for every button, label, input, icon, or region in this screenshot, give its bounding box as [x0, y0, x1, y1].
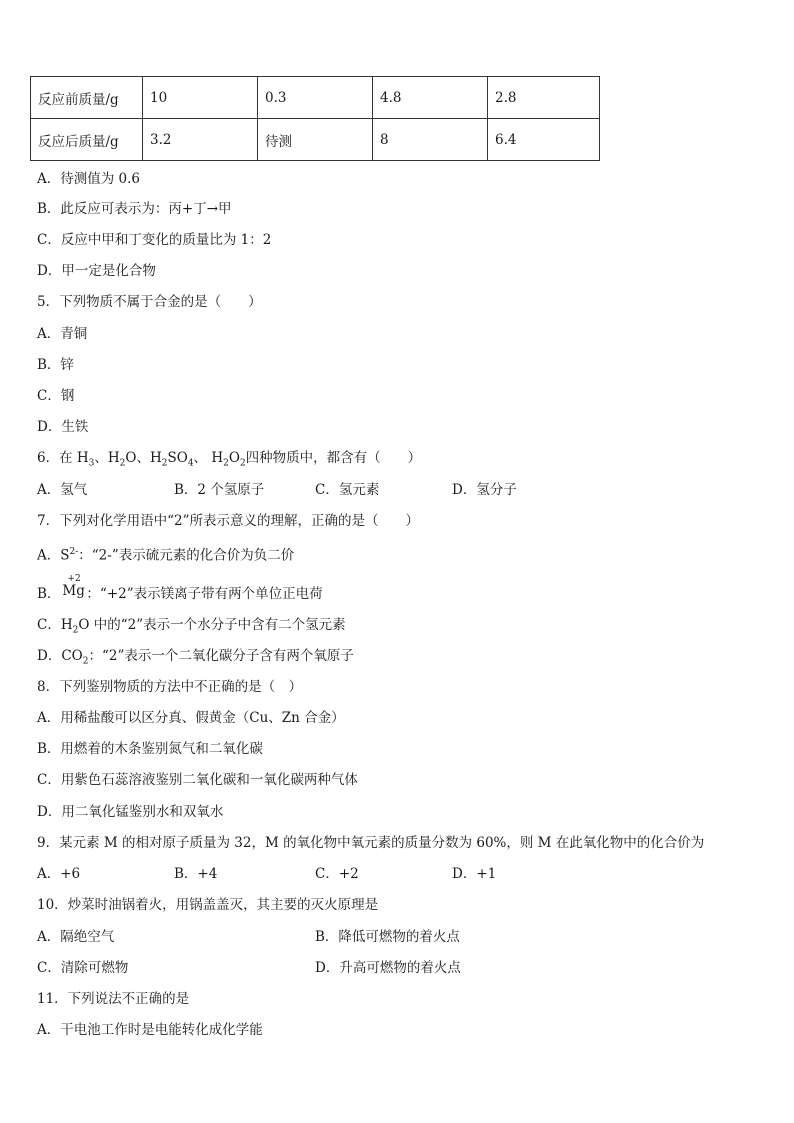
q5-option-a: A．青铜 — [37, 326, 88, 342]
q7-option-text: C．H — [37, 617, 73, 633]
table-cell: 10 — [143, 77, 258, 119]
q7-option-text: B． — [37, 586, 61, 602]
subscript: 3 — [88, 458, 95, 469]
q7-option-b — [37, 574, 323, 603]
row-label: 反应后质量/g — [31, 119, 143, 161]
row-label: 反应前质量/g — [31, 77, 143, 119]
q10-option-a: A．隔绝空气 — [37, 929, 115, 945]
subscript: 2 — [223, 458, 229, 469]
q6-stem-text: O — [228, 450, 240, 466]
q4-option-a: A．待测值为 0.6 — [37, 171, 141, 187]
q9-option-a: A．+6 — [37, 866, 81, 882]
table-cell: 6.4 — [488, 119, 600, 161]
q7-option-text: D．CO — [37, 648, 83, 664]
q6-option-c: C．氢元素 — [315, 482, 380, 498]
q5-stem: 5．下列物质不属于合金的是（ ） — [37, 294, 262, 310]
superscript: 2- — [69, 547, 79, 557]
q11-stem: 11．下列说法不正确的是 — [37, 991, 190, 1007]
table-cell: 3.2 — [143, 119, 258, 161]
q8-option-a: A．用稀盐酸可以区分真、假黄金（Cu、Zn 合金） — [37, 710, 345, 726]
q7-option-text: ：“+2”表示镁离子带有两个单位正电荷 — [86, 586, 323, 602]
q8-option-b: B．用燃着的木条鉴别氮气和二氧化碳 — [37, 741, 263, 757]
subscript: 4 — [187, 458, 194, 469]
element-symbol: Mg — [62, 583, 85, 599]
q10-option-c: C．清除可燃物 — [37, 960, 129, 976]
q7-option-text: ：“2”表示一个二氧化碳分子含有两个氧原子 — [88, 648, 354, 664]
q7-option-c — [37, 616, 346, 640]
q8-stem: 8．下列鉴别物质的方法中不正确的是（ ） — [37, 679, 303, 695]
q7-option-text: A．S — [37, 547, 70, 564]
q6-stem-text: 、 H — [193, 450, 224, 466]
q7-option-text: O 中的“2”表示一个水分子中含有二个氢元素 — [78, 617, 346, 633]
table-cell: 2.8 — [488, 77, 600, 119]
subscript: 2 — [82, 656, 89, 667]
q9-option-c: C．+2 — [315, 866, 359, 882]
valence-mark: +2 — [67, 574, 81, 584]
q9-option-d: D．+1 — [452, 866, 497, 882]
q4-option-c: C．反应中甲和丁变化的质量比为 1：2 — [37, 232, 272, 248]
subscript: 2 — [119, 458, 126, 469]
table-cell: 待测 — [258, 119, 373, 161]
q6-stem-text: 、H — [94, 450, 120, 466]
q6-option-d: D．氢分子 — [452, 482, 517, 498]
reaction-mass-table — [30, 76, 600, 161]
table-cell: 4.8 — [373, 77, 488, 119]
q6-stem — [37, 449, 421, 473]
q5-option-c: C．钢 — [37, 388, 75, 404]
q10-option-b: B．降低可燃物的着火点 — [315, 929, 460, 945]
q9-option-b: B．+4 — [174, 866, 218, 882]
subscript: 2 — [239, 458, 246, 469]
q6-stem-text: 6．在 H — [37, 450, 89, 466]
q6-option-b: B．2 个氢原子 — [174, 482, 265, 498]
q7-option-text: ：“2-”表示硫元素的化合价为负二价 — [78, 547, 295, 564]
table-cell: 0.3 — [258, 77, 373, 119]
q7-stem: 7．下列对化学用语中“2”所表示意义的理解，正确的是（ ） — [37, 513, 419, 529]
q10-option-d: D．升高可燃物的着火点 — [315, 960, 461, 976]
q6-option-a: A．氢气 — [37, 482, 88, 498]
table-cell: 8 — [373, 119, 488, 161]
q4-option-d: D．甲一定是化合物 — [37, 263, 156, 279]
q10-stem: 10．炒菜时油锅着火，用锅盖盖灭，其主要的灭火原理是 — [37, 897, 379, 913]
q7-option-d — [37, 647, 354, 671]
subscript: 2 — [72, 625, 79, 636]
magnesium-valence-symbol — [60, 574, 86, 599]
q5-option-d: D．生铁 — [37, 419, 89, 435]
q8-option-c: C．用紫色石蕊溶液鉴别二氧化碳和一氧化碳两种气体 — [37, 772, 358, 788]
subscript: 2 — [161, 458, 168, 469]
q8-option-d: D．用二氧化锰鉴别水和双氧水 — [37, 804, 224, 820]
table-row — [31, 77, 600, 119]
table-row — [31, 119, 600, 161]
q11-option-a: A．干电池工作时是电能转化成化学能 — [37, 1022, 263, 1038]
q4-option-b: B．此反应可表示为：丙+丁→甲 — [37, 201, 232, 217]
q6-stem-text: O、H — [125, 450, 162, 466]
q9-stem: 9．某元素 M 的相对原子质量为 32，M 的氧化物中氧元素的质量分数为 60%，则 M 在此氧化物中的化合价为 — [37, 835, 705, 851]
q5-option-b: B．锌 — [37, 357, 74, 373]
q6-stem-text: SO — [167, 450, 188, 466]
q7-option-a — [37, 543, 294, 565]
q6-stem-text: 四种物质中，都含有（ ） — [245, 450, 422, 466]
